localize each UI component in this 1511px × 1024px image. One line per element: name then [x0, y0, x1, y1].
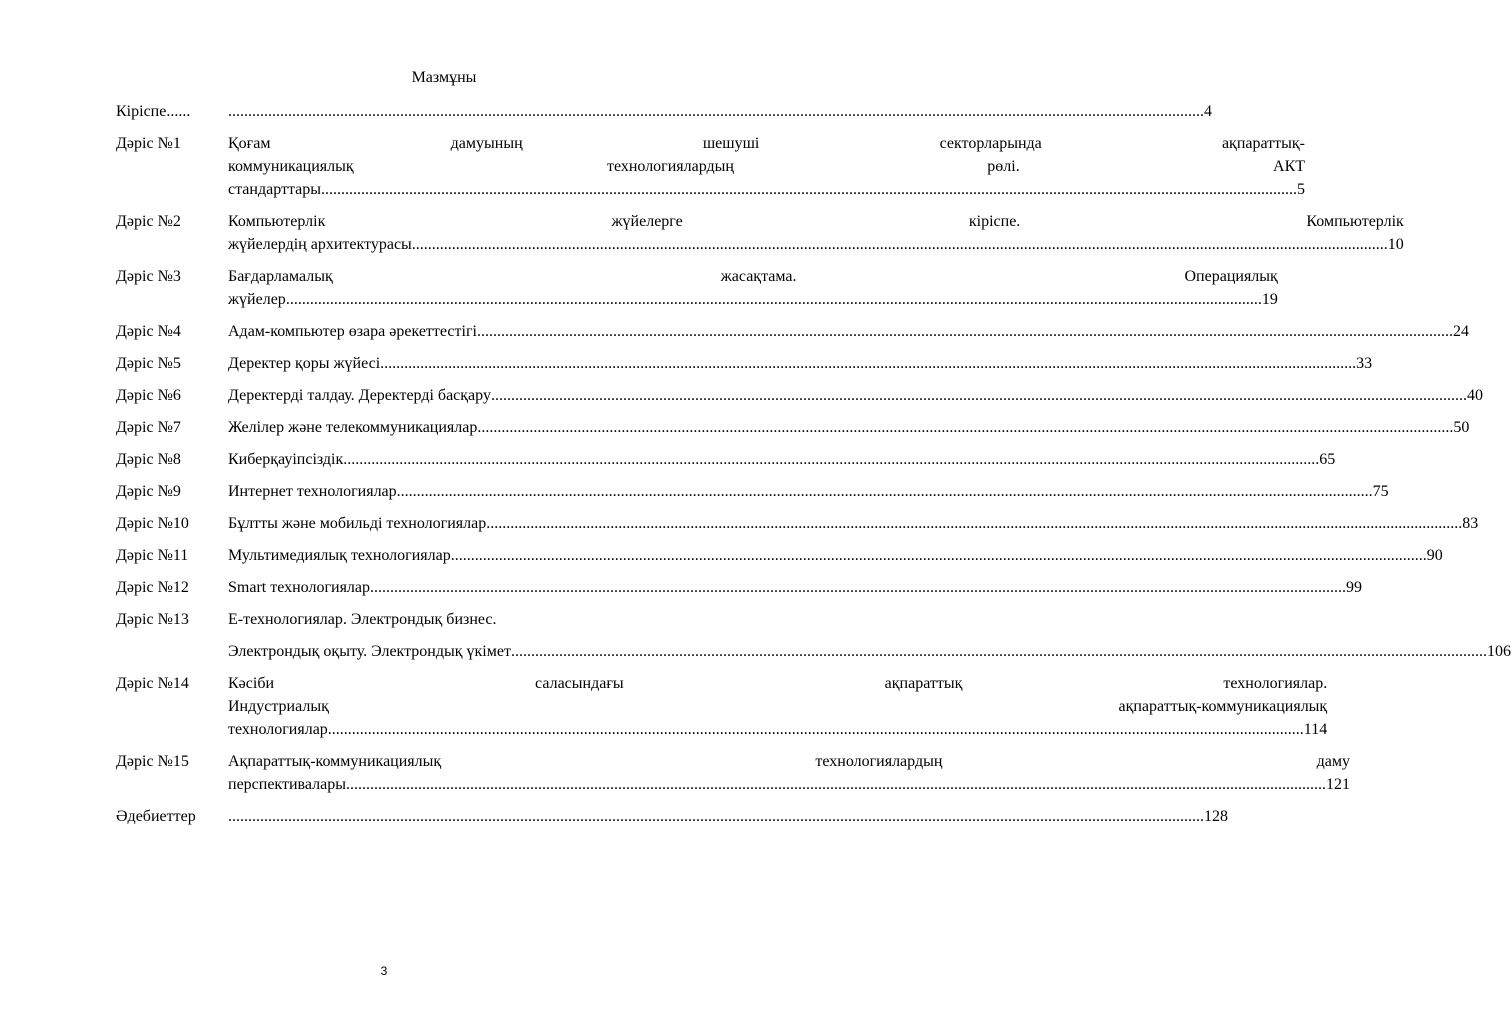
toc-line-text: Деректер қоры жүйесі	[228, 355, 381, 372]
toc-page-number: 19	[1261, 291, 1278, 308]
toc-entry	[116, 416, 1470, 439]
toc-entry	[116, 544, 1443, 567]
toc-line	[228, 416, 1469, 439]
toc-line	[228, 640, 1511, 663]
toc-line	[228, 608, 1511, 631]
toc-entry-label: Дәріс №6	[116, 387, 181, 404]
toc-entry-title	[228, 750, 1350, 796]
toc-page-number: 40	[1466, 387, 1483, 404]
toc-page-number: 121	[1325, 776, 1350, 793]
toc-page-number: 65	[1319, 451, 1336, 468]
dot-leader	[228, 100, 1204, 123]
dot-leader	[328, 718, 1304, 741]
toc-line-text: Бұлтты және мобильді технологиялар	[228, 515, 487, 532]
toc-entry-label: Дәріс №12	[116, 579, 189, 596]
table-of-contents	[116, 100, 1511, 837]
toc-line-text: Электрондық оқыту. Электрондық үкімет	[228, 643, 511, 660]
toc-line: коммуникациялық технологиялардың рөлі. АКТ	[228, 158, 1306, 175]
toc-line	[228, 805, 1228, 828]
toc-line	[228, 320, 1469, 343]
toc-line-text: Интернет технологиялар	[228, 483, 397, 500]
toc-entry	[116, 448, 1336, 471]
toc-entry-label: Дәріс №1	[116, 135, 181, 152]
dot-leader	[486, 512, 1462, 535]
toc-entry-label: Дәріс №7	[116, 419, 181, 436]
dot-leader	[412, 233, 1388, 256]
toc-entry-label: Әдебиеттер	[116, 808, 196, 825]
toc-entry	[116, 100, 1212, 123]
toc-entry-title	[228, 480, 1389, 503]
toc-entry-title	[228, 132, 1305, 201]
toc-entry	[116, 265, 1278, 311]
toc-line: Индустриалық ақпараттық-коммуникациялық	[228, 698, 1328, 715]
toc-page-number: 5	[1297, 181, 1306, 198]
toc-entry	[116, 320, 1469, 343]
toc-entry-label: Кіріспе......	[116, 103, 191, 120]
toc-line	[228, 718, 1327, 741]
toc-line	[228, 576, 1362, 599]
toc-line: Қоғам дамуының шешуші секторларында ақпараттық-	[228, 135, 1306, 152]
toc-page-number: 99	[1346, 579, 1363, 596]
toc-page-number: 24	[1452, 323, 1469, 340]
dot-leader	[370, 576, 1346, 599]
toc-entry	[116, 210, 1404, 256]
toc-entry-title	[228, 805, 1228, 828]
dot-leader	[321, 178, 1297, 201]
toc-entry	[116, 384, 1483, 407]
toc-entry-label: Дәріс №2	[116, 213, 181, 230]
toc-entry	[116, 512, 1479, 535]
toc-entry	[116, 672, 1328, 741]
toc-line	[228, 773, 1350, 796]
toc-line	[228, 480, 1389, 503]
page-title: Мазмұны	[411, 69, 477, 86]
dot-leader	[228, 805, 1204, 828]
toc-entry-title	[228, 608, 1511, 663]
toc-entry-label: Дәріс №4	[116, 323, 181, 340]
toc-entry-label: Дәріс №3	[116, 268, 181, 285]
toc-line-text: Желілер және телекоммуникациялар	[228, 419, 478, 436]
toc-line	[228, 448, 1335, 471]
dot-leader	[343, 448, 1319, 471]
toc-entry-label: Дәріс №13	[116, 611, 189, 628]
toc-line	[228, 631, 1511, 640]
toc-entry-title	[228, 100, 1212, 123]
toc-entry-title	[228, 210, 1404, 256]
toc-entry-title	[228, 448, 1335, 471]
toc-entry-label: Дәріс №14	[116, 675, 189, 692]
toc-line	[228, 512, 1478, 535]
toc-entry-label: Дәріс №15	[116, 753, 189, 770]
toc-line-text: Деректерді талдау. Деректерді басқару	[228, 387, 491, 404]
toc-line-text: жүйелердің архитектурасы	[228, 236, 412, 253]
toc-page-number: 83	[1462, 515, 1479, 532]
toc-entry-label: Дәріс №9	[116, 483, 181, 500]
toc-entry	[116, 132, 1306, 201]
toc-entry-title	[228, 352, 1372, 375]
dot-leader	[286, 288, 1262, 311]
dot-leader	[397, 480, 1373, 503]
toc-line-text: жүйелер	[228, 291, 286, 308]
toc-line-text: перспективалары.	[228, 776, 350, 793]
toc-entry-title	[228, 384, 1483, 407]
toc-entry-label: Дәріс №8	[116, 451, 181, 468]
toc-entry	[116, 352, 1373, 375]
toc-line-text: Smart технологиялар	[228, 579, 371, 596]
toc-line-text: Киберқауіпсіздік	[228, 451, 344, 468]
toc-line-text: стандарттары	[228, 181, 322, 198]
toc-entry-label: Дәріс №5	[116, 355, 181, 372]
dot-leader	[491, 384, 1467, 407]
toc-line	[228, 100, 1212, 123]
toc-entry	[116, 805, 1228, 828]
toc-line	[228, 178, 1305, 201]
toc-entry	[116, 576, 1363, 599]
toc-line: Ақпараттық-коммуникациялық технологиялардың даму	[228, 753, 1350, 770]
toc-entry-title	[228, 672, 1327, 741]
dot-leader	[511, 640, 1487, 663]
toc-page-number: 106	[1486, 643, 1511, 660]
toc-entry-title	[228, 320, 1469, 343]
toc-line	[228, 384, 1483, 407]
toc-entry	[116, 750, 1350, 796]
toc-entry	[116, 608, 1511, 663]
toc-page-number: 90	[1426, 547, 1443, 564]
dot-leader	[451, 544, 1427, 567]
dot-leader	[477, 416, 1453, 439]
dot-leader	[477, 320, 1453, 343]
toc-entry-title	[228, 576, 1362, 599]
toc-entry-title	[228, 265, 1278, 311]
dot-leader	[380, 352, 1356, 375]
toc-page-number: 114	[1303, 721, 1328, 738]
toc-entry-title	[228, 512, 1478, 535]
toc-line: Компьютерлік жүйелерге кіріспе. Компьютерлік	[228, 213, 1404, 230]
toc-line	[228, 288, 1278, 311]
toc-page-number: 50	[1453, 419, 1470, 436]
toc-entry	[116, 480, 1389, 503]
toc-page-number: 4	[1204, 103, 1212, 120]
toc-entry-label: Дәріс №11	[116, 547, 189, 564]
toc-entry-title	[228, 416, 1469, 439]
toc-line	[228, 352, 1372, 375]
toc-line	[228, 544, 1443, 567]
toc-line: Бағдарламалық жасақтама. Операциялық	[228, 268, 1278, 285]
toc-line-text: Мультимедиялық технологиялар	[228, 547, 451, 564]
toc-entry-title	[228, 544, 1443, 567]
toc-page-number: 33	[1356, 355, 1373, 372]
toc-line: Кәсіби саласындағы ақпараттық технологиялар.	[228, 675, 1328, 692]
toc-page-number: 128	[1204, 808, 1228, 825]
toc-page-number: 75	[1372, 483, 1389, 500]
dot-leader	[350, 773, 1326, 796]
toc-line	[228, 233, 1404, 256]
toc-line-text: Е-технологиялар. Электрондық бизнес.	[228, 611, 497, 628]
toc-page-number: 10	[1387, 236, 1404, 253]
page-number: 3	[380, 964, 388, 978]
toc-line-text: Адам-компьютер өзара әрекеттестігі	[228, 323, 477, 340]
toc-line-text: технологиялар	[228, 721, 328, 738]
toc-entry-label: Дәріс №10	[116, 515, 189, 532]
